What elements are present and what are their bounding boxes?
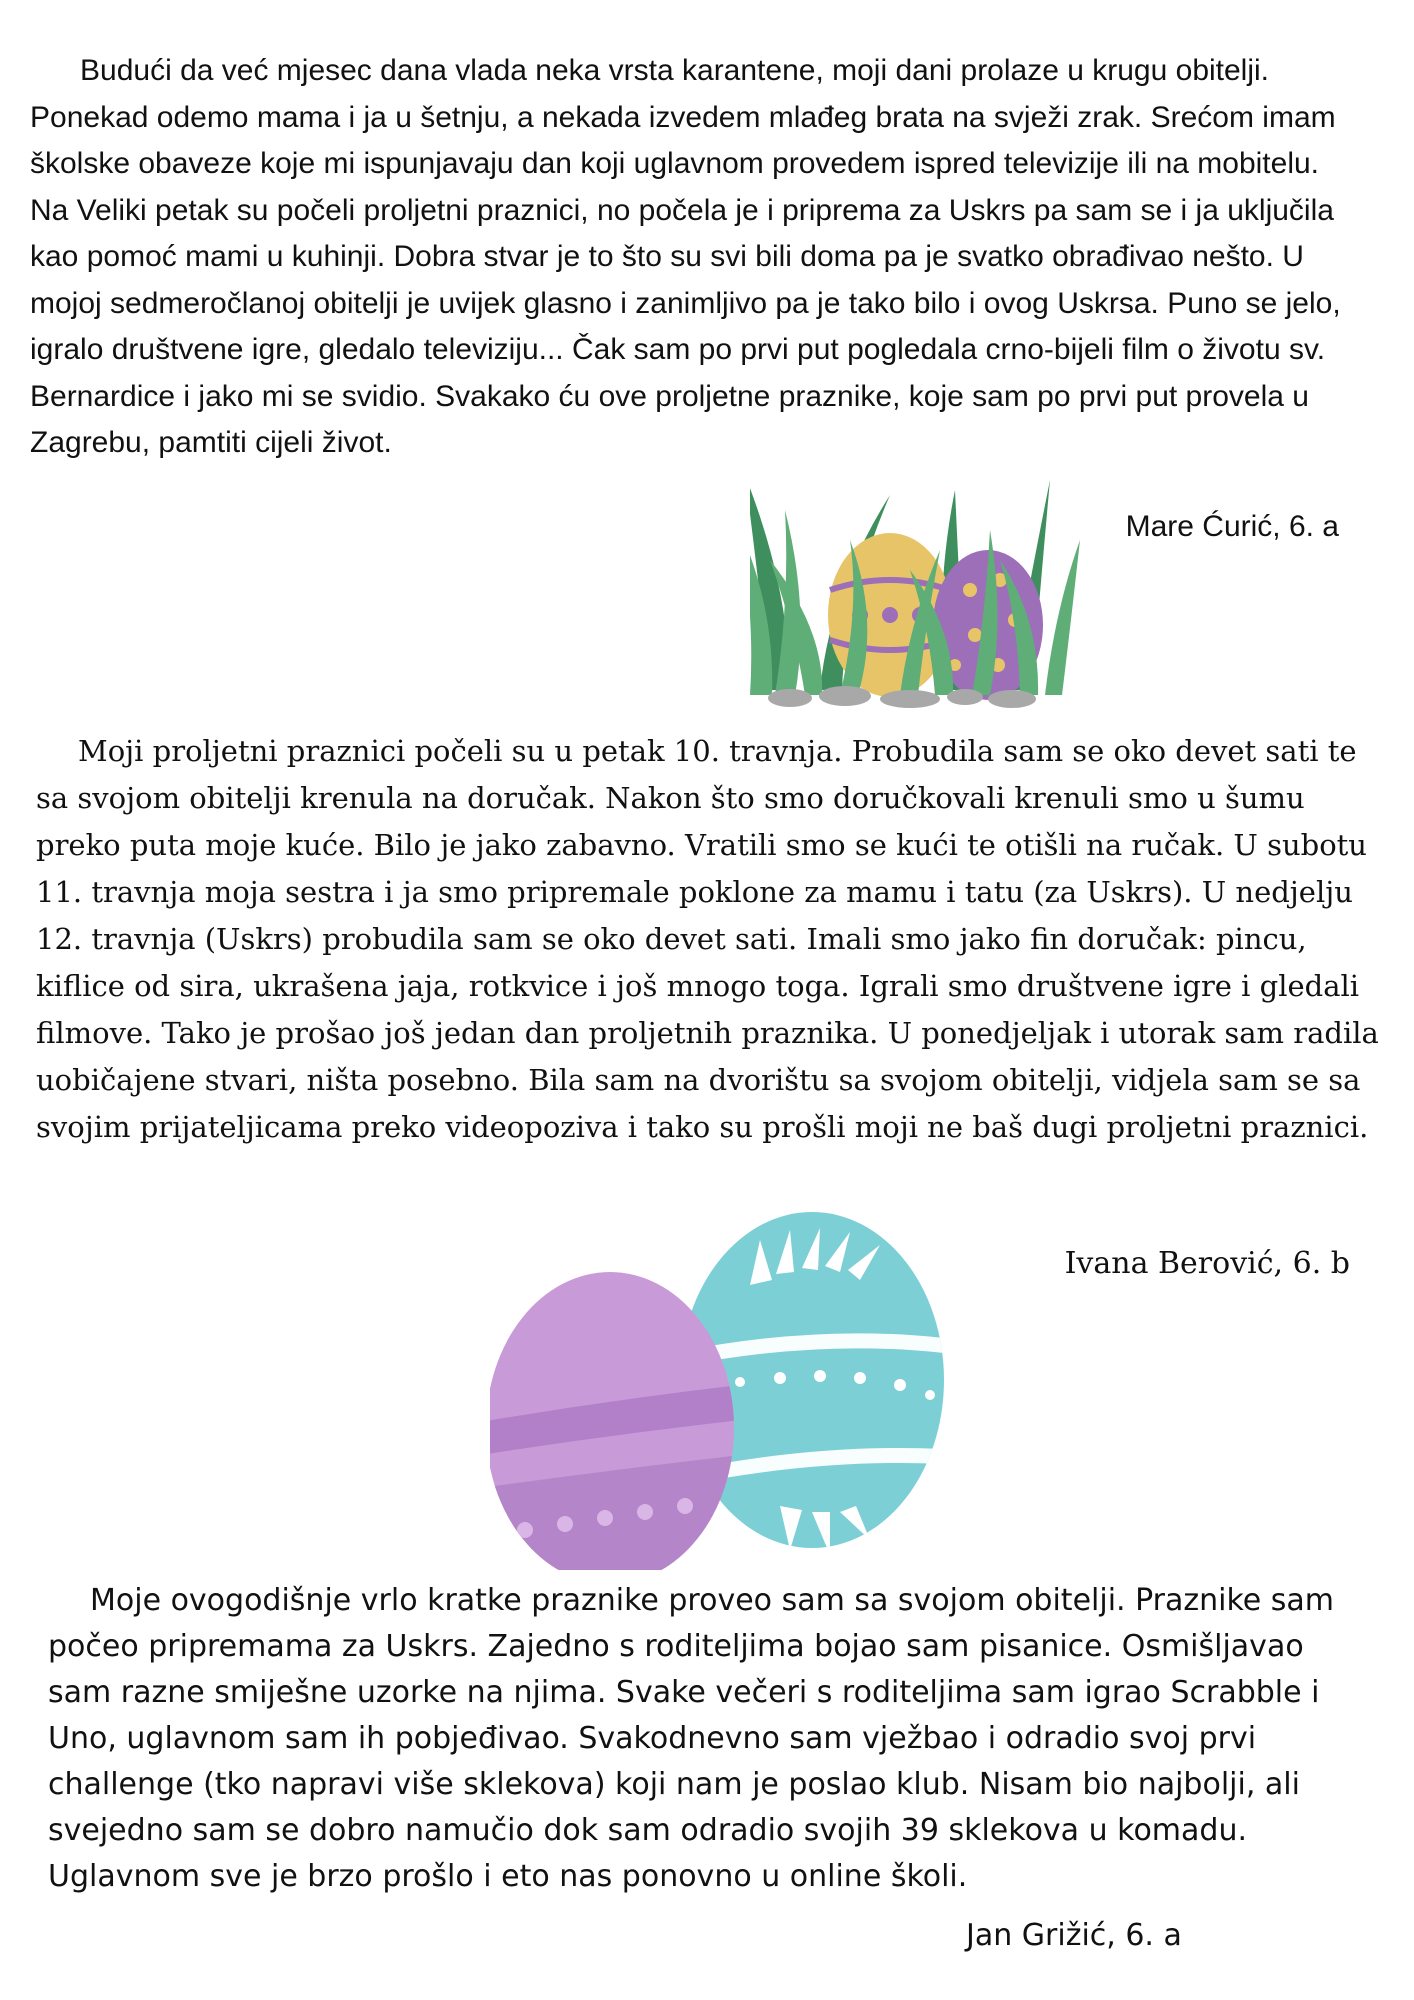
story-2-author: Ivana Berović, 6. b bbox=[1064, 1246, 1350, 1281]
story-3-author: Jan Grižić, 6. a bbox=[966, 1918, 1182, 1953]
story-1-text: Budući da već mjesec dana vlada neka vrsta karantene, moji dani prolaze u krugu obitelji. Ponekad odemo mama i ja u šetnju, a nekada izvedem mlađeg brata na svježi zrak. Srećom imam školske obaveze koje mi ispunjavaju dan koji uglavnom provedem ispred televizije ili na mobitelu. Na Veliki petak su počeli proljetni praznici, no počela je i priprema za Uskrs pa sam se i ja uključila kao pomoć mami u kuhinji. Dobra stvar je to što su svi bili doma pa je svatko obrađivao nešto. U mojoj sedmeročlanoj obitelji je uvijek glasno i zanimljivo pa je tako bilo i ovog Uskrsa. Puno se jelo, igralo društvene igre, gledalo televiziju... Čak sam po prvi put pogledala crno-bijeli film o životu sv. Bernardice i jako mi se svidio. Svakako ću ove proljetne praznike, koje sam po prvi put provela u Zagrebu, pamtiti cijeli život. bbox=[30, 54, 1341, 459]
story-3-text: Moje ovogodišnje vrlo kratke praznike proveo sam sa svojom obitelji. Praznike sam počeo pripremama za Uskrs. Zajedno s roditeljima bojao sam pisanice. Osmišljavao sam razne smiješne uzorke na njima. Svake večeri s roditeljima sam igrao Scrabble i Uno, uglavnom sam ih pobjeđivao. Svakodnevno sam vježbao i odradio svoj prvi challenge (tko napravi više sklekova) koji nam je poslao klub. Nisam bio najbolji, ali svejedno sam se dobro namučio dok sam odradio svojih 39 sklekova u komadu. Uglavnom sve je brzo prošlo i eto nas ponovno u online školi. bbox=[48, 1583, 1335, 1894]
story-1-author: Mare Ćurić, 6. a bbox=[1125, 510, 1339, 543]
easter-eggs-in-grass-icon bbox=[750, 470, 1080, 710]
story-2-text: Moji proljetni praznici počeli su u petak 10. travnja. Probudila sam se oko devet sati te sa svojom obitelji krenula na doručak. Nakon što smo doručkovali krenuli smo u šumu preko puta moje kuće. Bilo je jako zabavno. Vratili smo se kući te otišli na ručak. U subotu 11. travnja moja sestra i ja smo pripremale poklone za mamu i tatu (za Uskrs). U nedjelju 12. travnja (Uskrs) probudila sam se oko devet sati. Imali smo jako fin doručak: pincu, kiflice od sira, ukrašena jaja, rotkvice i još mnogo toga. Igrali smo društvene igre i gledali filmove. Tako je prošao još jedan dan proljetnih praznika. U ponedjeljak i utorak sam radila uobičajene stvari, ništa posebno. Bila sam na dvorištu sa svojom obitelji, vidjela sam se sa svojim prijateljicama preko videopoziva i tako su prošli moji ne baš dugi proljetni praznici. bbox=[36, 734, 1379, 1144]
two-easter-eggs-icon bbox=[490, 1210, 950, 1570]
